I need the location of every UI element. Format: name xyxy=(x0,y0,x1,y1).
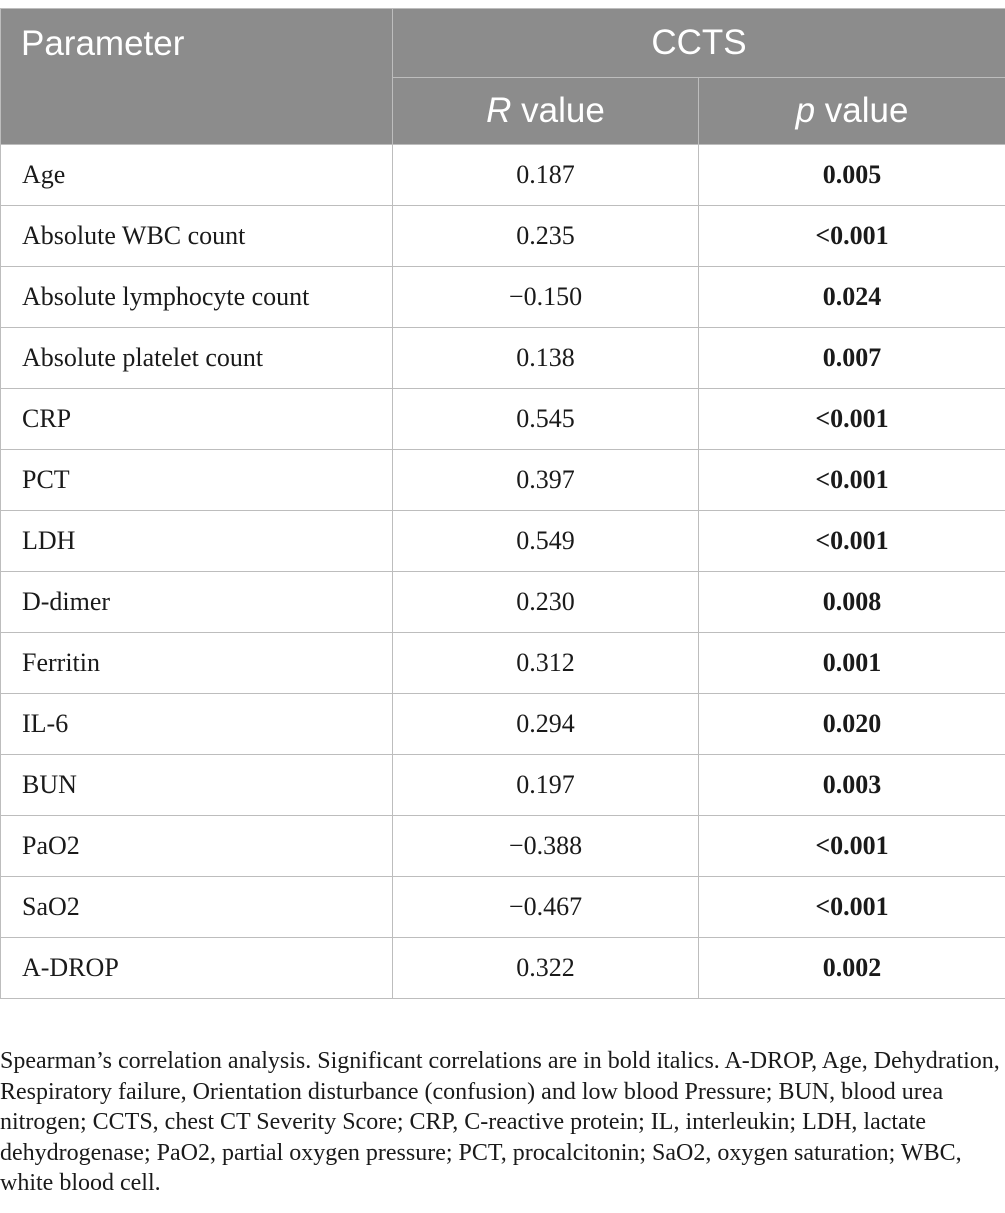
parameter-cell: Ferritin xyxy=(1,633,393,694)
r-value-cell: −0.388 xyxy=(393,816,699,877)
r-value-cell: 0.312 xyxy=(393,633,699,694)
table-row xyxy=(1,450,1005,511)
r-value-cell: 0.397 xyxy=(393,450,699,511)
table-row xyxy=(1,938,1005,999)
p-value-cell: <0.001 xyxy=(699,816,1005,877)
header-p-text: value xyxy=(815,91,909,130)
header-p-symbol: p xyxy=(795,91,816,130)
p-value-cell: 0.005 xyxy=(699,145,1005,206)
r-value-cell: 0.138 xyxy=(393,328,699,389)
parameter-cell: Age xyxy=(1,145,393,206)
r-value-cell: 0.187 xyxy=(393,145,699,206)
parameter-cell: Absolute WBC count xyxy=(1,206,393,267)
table-footnote: Spearman’s correlation analysis. Significant correlations are in bold italics. A-DROP, Age, Dehydration, Respiratory failure, Orientation disturbance (confusion) and low blood Pressure; BUN, blood urea nitrogen; CCTS, chest CT Severity Score; CRP, C-reactive protein; IL, interleukin; LDH, lactate dehydrogenase; PaO2, partial oxygen pressure; PCT, procalcitonin; SaO2, oxygen saturation; WBC, white blood cell. xyxy=(0,1048,1000,1196)
table-row xyxy=(1,633,1005,694)
table-row xyxy=(1,572,1005,633)
p-value-cell: 0.020 xyxy=(699,694,1005,755)
parameter-cell: SaO2 xyxy=(1,877,393,938)
p-value-cell: 0.001 xyxy=(699,633,1005,694)
table-row xyxy=(1,267,1005,328)
parameter-cell: IL-6 xyxy=(1,694,393,755)
header-parameter: Parameter xyxy=(1,9,393,145)
table-body xyxy=(1,145,1005,999)
p-value-cell: 0.024 xyxy=(699,267,1005,328)
r-value-cell: 0.294 xyxy=(393,694,699,755)
r-value-cell: 0.197 xyxy=(393,755,699,816)
p-value-cell: <0.001 xyxy=(699,511,1005,572)
p-value-cell: 0.008 xyxy=(699,572,1005,633)
parameter-cell: BUN xyxy=(1,755,393,816)
r-value-cell: 0.549 xyxy=(393,511,699,572)
r-value-cell: 0.230 xyxy=(393,572,699,633)
table-row xyxy=(1,328,1005,389)
r-value-cell: −0.467 xyxy=(393,877,699,938)
correlation-table-container xyxy=(0,8,1005,999)
p-value-cell: 0.007 xyxy=(699,328,1005,389)
correlation-table xyxy=(0,8,1005,999)
parameter-cell: PCT xyxy=(1,450,393,511)
parameter-cell: PaO2 xyxy=(1,816,393,877)
parameter-cell: A-DROP xyxy=(1,938,393,999)
header-r-text: value xyxy=(511,91,605,130)
p-value-cell: <0.001 xyxy=(699,450,1005,511)
p-value-cell: <0.001 xyxy=(699,877,1005,938)
parameter-cell: D-dimer xyxy=(1,572,393,633)
p-value-cell: 0.003 xyxy=(699,755,1005,816)
parameter-cell: Absolute platelet count xyxy=(1,328,393,389)
header-r-symbol: R xyxy=(486,91,512,130)
header-ccts: CCTS xyxy=(393,9,1005,78)
r-value-cell: 0.545 xyxy=(393,389,699,450)
header-r-value xyxy=(393,78,699,145)
table-header xyxy=(1,9,1005,145)
table-row xyxy=(1,816,1005,877)
p-value-cell: <0.001 xyxy=(699,389,1005,450)
table-row xyxy=(1,755,1005,816)
parameter-cell: CRP xyxy=(1,389,393,450)
parameter-cell: Absolute lymphocyte count xyxy=(1,267,393,328)
table-row xyxy=(1,389,1005,450)
r-value-cell: 0.322 xyxy=(393,938,699,999)
p-value-cell: 0.002 xyxy=(699,938,1005,999)
r-value-cell: −0.150 xyxy=(393,267,699,328)
header-p-value xyxy=(699,78,1005,145)
p-value-cell: <0.001 xyxy=(699,206,1005,267)
table-row xyxy=(1,206,1005,267)
parameter-cell: LDH xyxy=(1,511,393,572)
table-row xyxy=(1,877,1005,938)
table-row xyxy=(1,694,1005,755)
table-row xyxy=(1,145,1005,206)
table-row xyxy=(1,511,1005,572)
r-value-cell: 0.235 xyxy=(393,206,699,267)
